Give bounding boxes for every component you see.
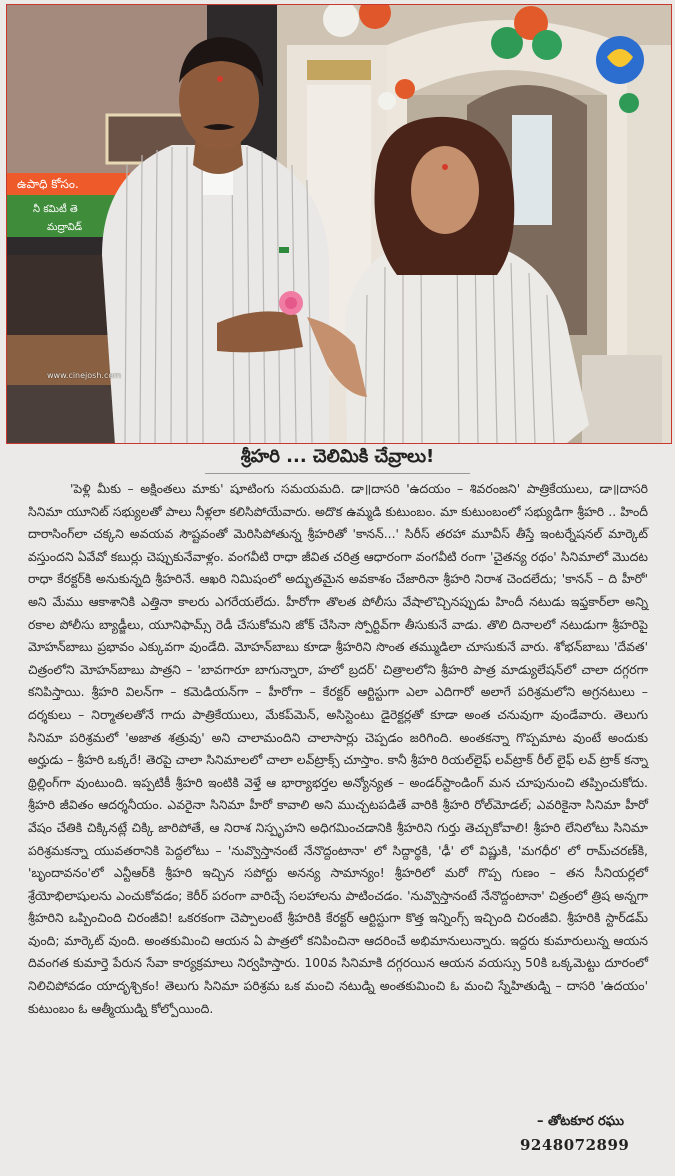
headline-divider	[205, 473, 470, 474]
flag-pin	[279, 247, 289, 253]
poster-text-2: నీ కమిటీ తె	[33, 204, 78, 215]
watermark: www.cinejosh.com	[47, 371, 122, 380]
balloon-small-white	[378, 92, 396, 110]
headline: శ్రీహరి ... చెలిమికి చేవ్రాలు!	[240, 446, 435, 467]
steps	[582, 355, 662, 443]
poster-text-3: మద్రావిడ్	[47, 222, 83, 233]
balloon-right	[619, 93, 639, 113]
author-byline: – తోటకూర రఘు	[537, 1114, 625, 1129]
balloon-green-2	[532, 30, 562, 60]
window	[512, 115, 552, 225]
pillar-capital	[307, 60, 371, 80]
rose-center	[285, 297, 297, 309]
article-body: 'పెళ్లి మీకు – అక్షింతలు మాకు' షూటింగు సమయమది. డా॥దాసరి 'ఉదయం – శివరంజని' పాత్రికేయులు, డా॥దాసరి సినిమా యూనిట్ సభ్యులతో పాలు నీళ్లలా కలిసిపోయేవారు. అదొక ఉమ్మడి కుటుంబం. మా కుటుంబంలో సభ్యుడిగా శ్రీహరి .. హిందీ దారాసింగ్‌లా చక్కని అవయవ సౌష్టవంతో మెరిసిపోతున్న శ్రీహరితో 'కానన్...' సిరీస్ తరహా మూవీస్ తీస్తే ఇంటర్నేషనల్ మార్కెట్ వస్తుందని ఏవేవో కబుర్లు చెప్పుకునేవాళ్లం. వంగవీటి రాధా జీవిత చరిత్ర ఆధారంగా వంగవీటి రంగా 'చైతన్య రథం' సినిమాలో మొదట రాధా కేరక్టర్‌కి అనుకున్నది శ్రీహరినే. ఆఖరి నిమిషంలో అద్భుతమైన అవకాశం చేజారినా శ్రీహరి నిరాశ చెందలేదు; 'కానన్ – ది హీరో' అని మేము ఆకాశానికి ఎత్తినా కాలరు ఎగరేయలేదు. హీరోగా తొలత పోలీసు వేషాలొచ్చినప్పుడు హిందీ నటుడు ఇఫ్తకార్‌లా అన్ని రకాల పోలీసు బ్యాడ్జీలు, యూనిఫామ్స్ రెడీ చేసుకోమని జోక్ చేసినా స్పోర్టివ్‌గా తీసుకునే వాడు. తొలి దినాలలో నటుడుగా శ్రీహరిపై మోహన్‌బాబు ప్రభావం ఎక్కువగా వుండేది. మోహన్‌బాబు కూడా శ్రీహరిని సొంత తమ్ముడిలా చూసుకునే వారు. శోభన్‌బాబు 'దేవత' చిత్రంలోని మోహన్‌బాబు పాత్రని – 'బావగారూ బాగున్నారా, హలో బ్రదర్' చిత్రాలలోని శ్రీహరి పాత్ర మాడ్యులేషన్‌లో చాలా దగ్గరగా కనిపిస్తాయి. శ్రీహరి విలన్‌గా – కమెడియన్‌గా – హీరోగా – కేరక్టర్ ఆర్టిస్టుగా ఎలా ఎదిగారో అలాగే పరిశ్రమలోని అగ్రనటులు – దర్శకులు – నిర్మాతలతోనే గాదు పాత్రికేయులు, మేకప్‌మెన్, అసిస్టెంటు డైరెక్టర్లతో కూడా అంత చనువుగా వుండేవారు. తెలుగు సినిమా పరిశ్రమలో 'అజాత శత్రువు' అని చాలామందిని చాలాసార్లు చెప్పడం జరిగింది. అంతకన్నా గొప్పమాట వుంటే అందుకు అర్హుడు – శ్రీహరి ఒక్కరే! తెరపై చాలా సినిమాలలో చాలా లవ్‌ట్రాక్స్ చూస్తాం. కానీ శ్రీహరి రియల్‌లైఫ్ లవ్‌ట్రాక్ రీల్ లైఫ్ లవ్ ట్రాక్ కన్నా థ్రిల్లింగ్‌గా వుంటుంది. ఇప్పటికీ శ్రీహరి ఇంటికి వెళ్తే ఆ భార్యాభర్తల అన్యోన్యత – అండర్‌స్టాండింగ్ మన చూపునుంచి తప్పించుకోదు. శ్రీహరి జీవితం ఆదర్శనీయం. ఎవరైనా సినిమా హీరో కావాలి అని ముచ్చటపడితే వారికి శ్రీహరి రోల్‌మోడల్; ఎవరికైనా సినిమా హీరో వేషం చేతికి చిక్కినట్లే చిక్కి జారిపోతే, ఆ నిరాశ నిస్పృహని అధిగమించడానికి శ్రీహరిని గుర్తు తెచ్చుకోవాలి! శ్రీహరి లేనిలోటు సినిమా పరిశ్రమకన్నా యువతరానికి పెద్దలోటు – 'నువ్వొస్తానంటే నేనొద్దంటానా' లో సిద్దార్థకి, 'ఢీ' లో విష్ణుకి, 'మగధీర' లో రామ్‌చరణ్‌కి, 'బృందావనం'లో ఎన్టీఆర్‌కి శ్రీహరి ఇచ్చిన సపోర్టు అనన్య సామాన్యం! శ్రీహరిలో మరో గొప్ప గుణం – తన సీనియర్లలో శ్రేయోభిలాషులను ఎంచుకోవడం; కెరీర్ పరంగా వారిచ్చే సలహాలను పాటించడం. 'నువ్వొస్తానంటే నేనొద్దంటానా' చిత్రంలో త్రిష అన్నగా శ్రీహరిని ఒప్పించింది చిరంజీవి! ఒకరకంగా చెప్పాలంటే శ్రీహరికి కేరక్టర్ ఆర్టిస్టుగా కొత్త ఇన్నింగ్స్ ఇచ్చింది చిరంజీవి. శ్రీహరికి స్టార్‌డమ్ వుంది; మార్కెట్ వుంది. అంతకుమించి ఆయన ఏ పాత్రలో కనిపించినా ఆదరించే అభిమానులున్నారు. ఇద్దరు కుమారులున్న ఆయన దివంగత కుమార్తె పేరున సేవా కార్యక్రమాలు నిర్వహిస్తారు. 100వ సినిమాకి దగ్గరయిన ఆయన వయస్సు 50కి ఒక్కమెట్టు దూరంలో నిలిచిపోవడం యాదృశ్చికం! తెలుగు సినిమా పరిశ్రమ ఒక మంచి నటుడ్ని అంతకుమించి ఓ మంచి స్నేహితుడ్ని – దాసరి 'ఉదయం' కుటుంబం ఓ ఆత్మీయుడ్ని కోల్పోయింది.	[28, 481, 648, 1016]
author-phone: 9248072899	[520, 1136, 630, 1154]
woman-face	[411, 146, 479, 234]
poster-text-1: ఉపాధి కోసం.	[17, 177, 79, 191]
article-photo	[6, 4, 672, 444]
man-tilak	[217, 76, 223, 82]
woman-bindi	[442, 164, 448, 170]
balloon-small	[395, 79, 415, 99]
